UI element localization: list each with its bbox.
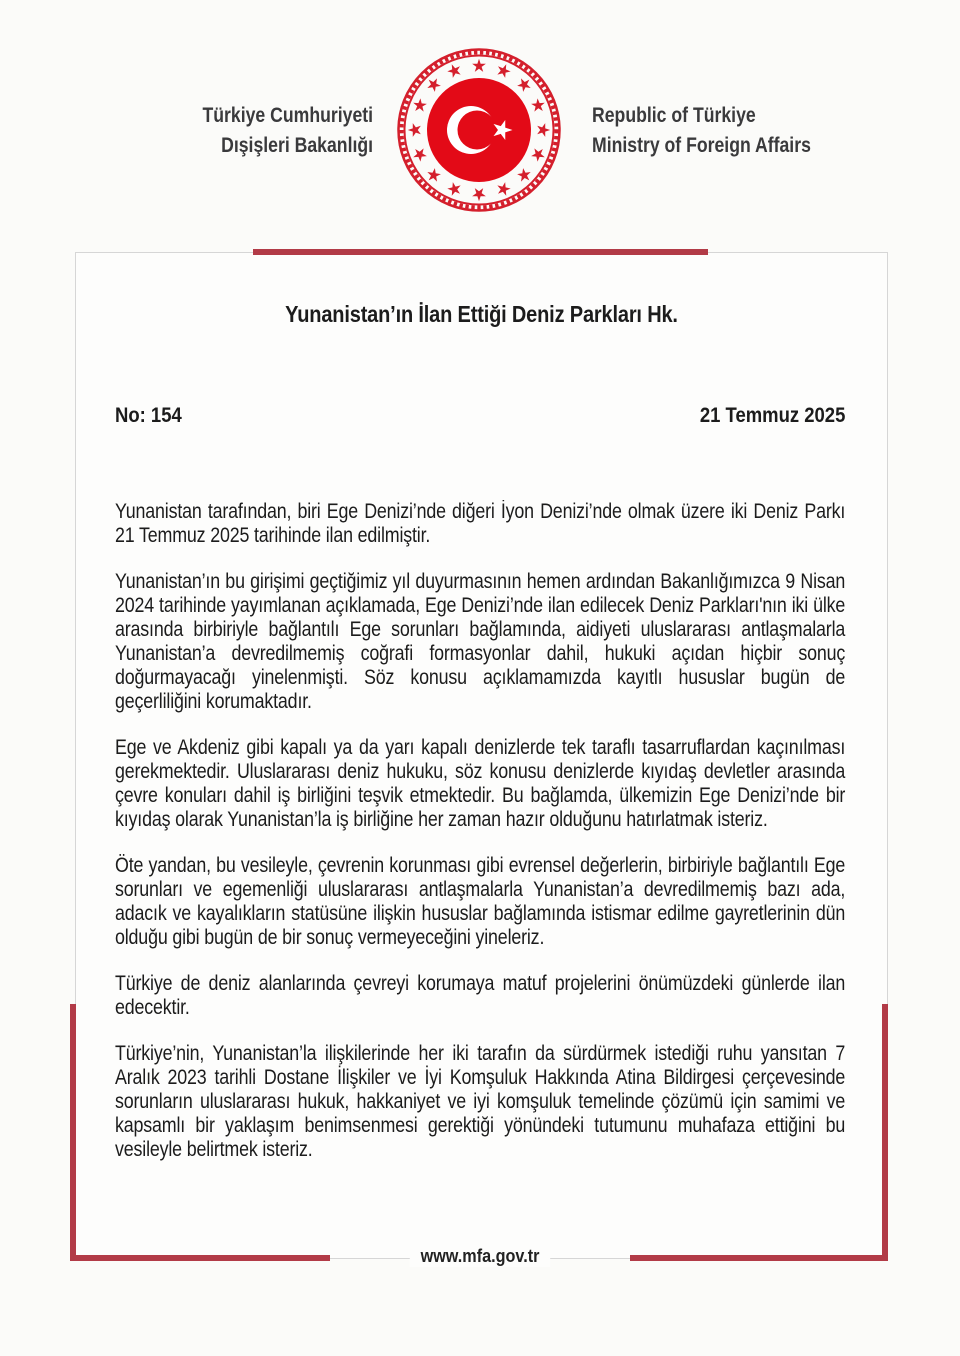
ministry-name-tr-line1: Türkiye Cumhuriyeti <box>202 104 373 127</box>
mfa-website-url: www.mfa.gov.tr <box>410 1246 550 1267</box>
paragraph: Türkiye’nin, Yunanistan’la ilişkilerinde her iki tarafın da sürdürmek istediği ruhu yansıtan 7 Aralık 2023 tarihli Dostane İlişkiler ve İyi Komşuluk Hakkında Atina Bildirgesi çerçevesinde sorunların uluslararası hukuk, hakkaniyet ve iyi komşuluk temelinde çözümü için samimi ve kapsamlı bir yaklaşım benimsenmesi gerektiği yönündeki tutumunu muhafaza ettiğini bu vesileyle belirtmek isteriz. <box>115 1042 846 1161</box>
ministry-name-turkish <box>202 101 373 161</box>
bottom-frame-right-bar <box>882 1004 888 1261</box>
paragraph: Yunanistan’ın bu girişimi geçtiğimiz yıl duyurmasının hemen ardından Bakanlığımızca 9 Nisan 2024 tarihinde yayımlanan açıklamada, Ege Denizi’nde ilan edilecek Deniz Parkları'nın iki ülke arasında birbiriyle bağlantılı Ege sorunları bağlamında, aidiyeti uluslararası antlaşmalarla Yunanistan’a devredilmemiş coğrafi formasyonlar dahil, hukuki açıdan hiçbir sonuç doğurmayacağı yinelenmişti. Söz konusu açıklamamızda kayıtlı hususlar bugün de geçerliliğini korumaktadır. <box>115 570 846 713</box>
turkiye-mfa-emblem-icon <box>397 48 561 212</box>
release-date: 21 Temmuz 2025 <box>699 404 845 427</box>
top-accent-bar <box>253 249 708 255</box>
ministry-name-english <box>592 101 811 161</box>
page-title: Yunanistan’ın İlan Ettiği Deniz Parkları Hk. <box>285 301 678 327</box>
bottom-frame-bottom-left-bar <box>70 1255 330 1261</box>
paragraph: Türkiye de deniz alanlarında çevreyi korumaya matuf projelerini önümüzdeki günlerde ilan edecektir. <box>115 972 846 1019</box>
ministry-name-tr-line2: Dışişleri Bakanlığı <box>221 134 373 157</box>
paragraph: Öte yandan, bu vesileyle, çevrenin korunması gibi evrensel değerlerin, birbiriyle bağlantılı Ege sorunları ve egemenliği uluslararası antlaşmalarla Yunanistan’a devredilmemiş bazı ada, adacık ve kayalıkların statüsüne ilişkin hususlar bağlamında istismar edilme gayretlerinin dün olduğu gibi bugün de bir sonuç vermeyeceğini yineleriz. <box>115 854 846 949</box>
body-text <box>115 500 845 1184</box>
ministry-name-en-line1: Republic of Türkiye <box>592 104 756 127</box>
paragraph: Ege ve Akdeniz gibi kapalı ya da yarı kapalı denizlerde tek taraflı tasarruflardan kaçınılması gerekmektedir. Uluslararası deniz hukuku, söz konusu denizlerde kıyıdaş devletler arasında çevre konuları dahil iş birliğini teşvik etmektedir. Bu bağlamda, ülkemizin Ege Denizi’nde bir kıyıdaş olarak Yunanistan’la iş birliğine her zaman hazır olduğunu hatırlatmak isteriz. <box>115 736 846 831</box>
ministry-name-en-line2: Ministry of Foreign Affairs <box>592 134 811 157</box>
release-number: No: 154 <box>115 404 182 427</box>
paragraph: Yunanistan tarafından, biri Ege Denizi’nde diğeri İyon Denizi’nde olmak üzere iki Deniz Parkı 21 Temmuz 2025 tarihinde ilan edilmiştir. <box>115 500 846 547</box>
bottom-frame-bottom-right-bar <box>630 1255 888 1261</box>
bottom-frame-left-bar <box>70 1004 76 1261</box>
